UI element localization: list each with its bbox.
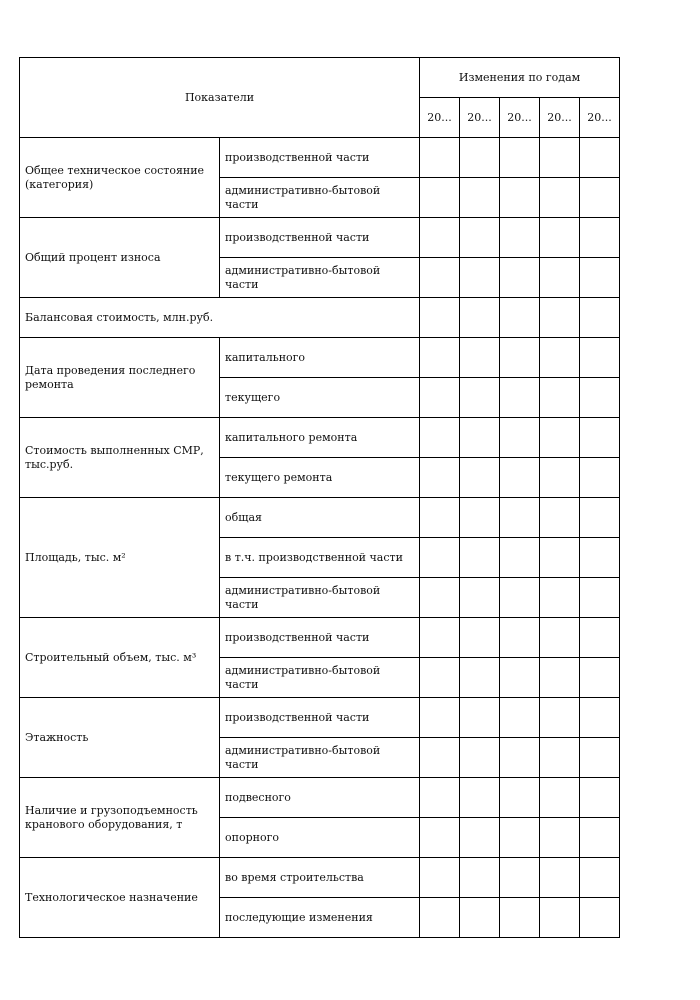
row-sublabel: административно-бытовой части xyxy=(220,178,420,218)
value-cell[interactable] xyxy=(540,618,580,658)
row-label: Общий процент износа xyxy=(20,218,220,298)
row-sublabel: последующие изменения xyxy=(220,898,420,938)
table-row xyxy=(20,698,620,738)
value-cell[interactable] xyxy=(460,538,500,578)
value-cell[interactable] xyxy=(580,218,620,258)
row-label: Стоимость выполненных СМР, тыс.руб. xyxy=(20,418,220,498)
value-cell[interactable] xyxy=(460,178,500,218)
value-cell[interactable] xyxy=(420,818,460,858)
value-cell[interactable] xyxy=(580,618,620,658)
value-cell[interactable] xyxy=(540,698,580,738)
value-cell[interactable] xyxy=(460,618,500,658)
value-cell[interactable] xyxy=(420,578,460,618)
table-row xyxy=(20,778,620,818)
value-cell[interactable] xyxy=(580,778,620,818)
value-cell[interactable] xyxy=(500,658,540,698)
value-cell[interactable] xyxy=(540,498,580,538)
value-cell[interactable] xyxy=(460,578,500,618)
row-label: Площадь, тыс. м² xyxy=(20,498,220,618)
value-cell[interactable] xyxy=(460,698,500,738)
value-cell[interactable] xyxy=(420,618,460,658)
year-cell: 20... xyxy=(540,98,580,138)
value-cell[interactable] xyxy=(540,858,580,898)
year-cell: 20... xyxy=(460,98,500,138)
value-cell[interactable] xyxy=(460,298,500,338)
value-cell[interactable] xyxy=(500,578,540,618)
value-cell[interactable] xyxy=(580,738,620,778)
value-cell[interactable] xyxy=(500,618,540,658)
value-cell[interactable] xyxy=(500,538,540,578)
row-label: Строительный объем, тыс. м³ xyxy=(20,618,220,698)
value-cell[interactable] xyxy=(460,858,500,898)
row-label: Балансовая стоимость, млн.руб. xyxy=(20,298,420,338)
table-row xyxy=(20,338,620,378)
value-cell[interactable] xyxy=(540,818,580,858)
value-cell[interactable] xyxy=(540,898,580,938)
value-cell[interactable] xyxy=(540,178,580,218)
value-cell[interactable] xyxy=(420,258,460,298)
value-cell[interactable] xyxy=(460,138,500,178)
row-sublabel: капитального xyxy=(220,338,420,378)
value-cell[interactable] xyxy=(580,818,620,858)
row-sublabel: административно-бытовой части xyxy=(220,658,420,698)
value-cell[interactable] xyxy=(460,898,500,938)
value-cell[interactable] xyxy=(580,378,620,418)
value-cell[interactable] xyxy=(580,898,620,938)
value-cell[interactable] xyxy=(500,738,540,778)
value-cell[interactable] xyxy=(580,298,620,338)
value-cell[interactable] xyxy=(500,418,540,458)
table-row xyxy=(20,618,620,658)
value-cell[interactable] xyxy=(420,338,460,378)
value-cell[interactable] xyxy=(460,338,500,378)
value-cell[interactable] xyxy=(420,698,460,738)
table-row xyxy=(20,138,620,178)
year-cell: 20... xyxy=(580,98,620,138)
value-cell[interactable] xyxy=(460,218,500,258)
value-cell[interactable] xyxy=(500,778,540,818)
value-cell[interactable] xyxy=(420,498,460,538)
value-cell[interactable] xyxy=(580,458,620,498)
row-label: Наличие и грузоподъемность кранового оборудования, т xyxy=(20,778,220,858)
value-cell[interactable] xyxy=(540,138,580,178)
row-sublabel: текущего xyxy=(220,378,420,418)
value-cell[interactable] xyxy=(420,138,460,178)
value-cell[interactable] xyxy=(460,458,500,498)
row-sublabel: опорного xyxy=(220,818,420,858)
value-cell[interactable] xyxy=(500,698,540,738)
value-cell[interactable] xyxy=(540,578,580,618)
row-sublabel: административно-бытовой части xyxy=(220,578,420,618)
row-sublabel: производственной части xyxy=(220,138,420,178)
row-sublabel: капитального ремонта xyxy=(220,418,420,458)
value-cell[interactable] xyxy=(580,698,620,738)
value-cell[interactable] xyxy=(500,498,540,538)
value-cell[interactable] xyxy=(540,738,580,778)
value-cell[interactable] xyxy=(420,298,460,338)
header-row xyxy=(20,58,620,98)
value-cell[interactable] xyxy=(420,178,460,218)
value-cell[interactable] xyxy=(460,778,500,818)
table-row xyxy=(20,218,620,258)
row-label: Дата проведения последнего ремонта xyxy=(20,338,220,418)
header-indicators: Показатели xyxy=(20,58,420,138)
value-cell[interactable] xyxy=(540,418,580,458)
value-cell[interactable] xyxy=(420,378,460,418)
value-cell[interactable] xyxy=(500,378,540,418)
value-cell[interactable] xyxy=(580,538,620,578)
table-row xyxy=(20,498,620,538)
value-cell[interactable] xyxy=(580,498,620,538)
value-cell[interactable] xyxy=(500,298,540,338)
value-cell[interactable] xyxy=(580,258,620,298)
value-cell[interactable] xyxy=(460,738,500,778)
value-cell[interactable] xyxy=(460,498,500,538)
value-cell[interactable] xyxy=(540,378,580,418)
value-cell[interactable] xyxy=(500,898,540,938)
row-sublabel: во время строительства xyxy=(220,858,420,898)
value-cell[interactable] xyxy=(540,338,580,378)
value-cell[interactable] xyxy=(420,658,460,698)
row-sublabel: производственной части xyxy=(220,698,420,738)
row-label: Этажность xyxy=(20,698,220,778)
value-cell[interactable] xyxy=(580,418,620,458)
row-sublabel: административно-бытовой части xyxy=(220,738,420,778)
table-row xyxy=(20,298,620,338)
value-cell[interactable] xyxy=(420,778,460,818)
value-cell[interactable] xyxy=(420,458,460,498)
value-cell[interactable] xyxy=(500,858,540,898)
value-cell[interactable] xyxy=(460,658,500,698)
row-sublabel: подвесного xyxy=(220,778,420,818)
row-label: Технологическое назначение xyxy=(20,858,220,938)
year-cell: 20... xyxy=(500,98,540,138)
value-cell[interactable] xyxy=(460,418,500,458)
value-cell[interactable] xyxy=(420,538,460,578)
value-cell[interactable] xyxy=(500,178,540,218)
value-cell[interactable] xyxy=(500,138,540,178)
header-changes-by-year: Изменения по годам xyxy=(420,58,620,98)
value-cell[interactable] xyxy=(460,818,500,858)
value-cell[interactable] xyxy=(580,658,620,698)
value-cell[interactable] xyxy=(540,658,580,698)
value-cell[interactable] xyxy=(580,338,620,378)
row-label: Общее техническое состояние (категория) xyxy=(20,138,220,218)
value-cell[interactable] xyxy=(420,858,460,898)
value-cell[interactable] xyxy=(460,378,500,418)
value-cell[interactable] xyxy=(500,458,540,498)
value-cell[interactable] xyxy=(420,218,460,258)
value-cell[interactable] xyxy=(420,738,460,778)
value-cell[interactable] xyxy=(540,218,580,258)
value-cell[interactable] xyxy=(500,338,540,378)
value-cell[interactable] xyxy=(580,578,620,618)
value-cell[interactable] xyxy=(540,538,580,578)
value-cell[interactable] xyxy=(580,178,620,218)
value-cell[interactable] xyxy=(540,778,580,818)
indicators-table xyxy=(19,57,620,938)
value-cell[interactable] xyxy=(580,858,620,898)
table-row xyxy=(20,418,620,458)
row-sublabel: общая xyxy=(220,498,420,538)
row-sublabel: производственной части xyxy=(220,218,420,258)
value-cell[interactable] xyxy=(420,418,460,458)
row-sublabel: административно-бытовой части xyxy=(220,258,420,298)
value-cell[interactable] xyxy=(580,138,620,178)
value-cell[interactable] xyxy=(540,458,580,498)
value-cell[interactable] xyxy=(500,258,540,298)
value-cell[interactable] xyxy=(500,818,540,858)
value-cell[interactable] xyxy=(540,298,580,338)
value-cell[interactable] xyxy=(540,258,580,298)
value-cell[interactable] xyxy=(500,218,540,258)
year-cell: 20... xyxy=(420,98,460,138)
row-sublabel: производственной части xyxy=(220,618,420,658)
row-sublabel: в т.ч. производственной части xyxy=(220,538,420,578)
value-cell[interactable] xyxy=(460,258,500,298)
row-sublabel: текущего ремонта xyxy=(220,458,420,498)
table-row xyxy=(20,858,620,898)
value-cell[interactable] xyxy=(420,898,460,938)
